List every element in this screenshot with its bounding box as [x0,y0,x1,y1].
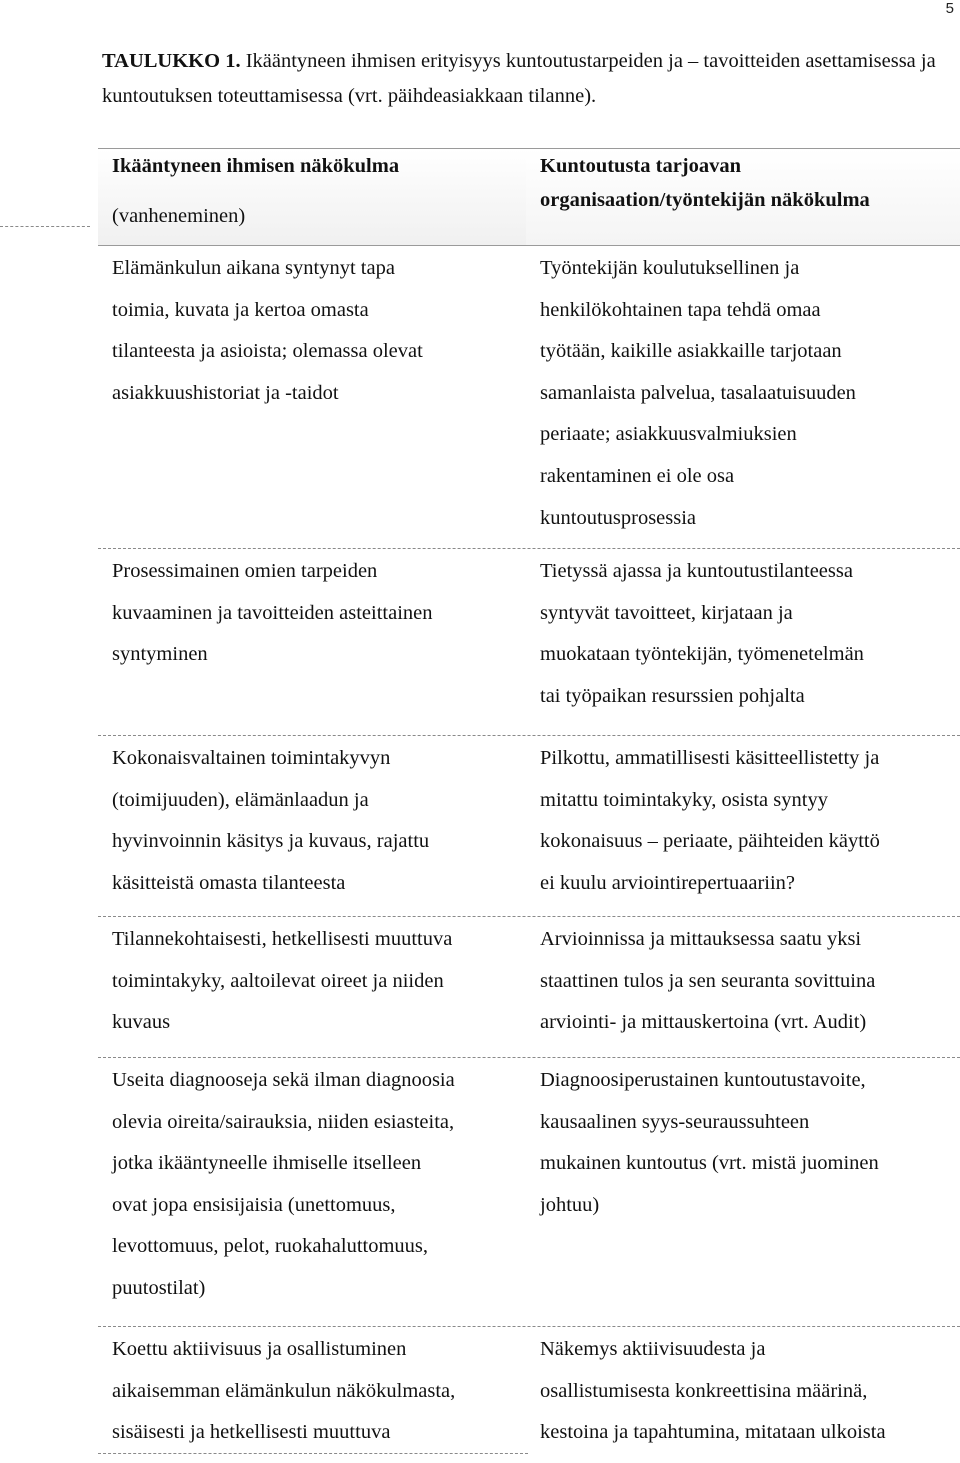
table-row [98,916,960,1057]
caption-text: Ikääntyneen ihmisen erityisyys kuntoutustarpeiden ja – tavoitteiden asettamisessa ja kuntoutuksen toteuttamisessa (vrt. päihdeasiakkaan tilanne). [102,50,936,107]
row-left-text: Tilannekohtaisesti, hetkellisesti muuttuva toimintakyky, aaltoilevat oireet ja niiden kuvaus [112,928,453,1034]
header-left-subtitle: (vanheneminen) [112,205,246,227]
row-right-cell [526,1329,960,1453]
header-left-title: Ikääntyneen ihmisen näkökulma [112,155,400,177]
header-right-title: Kuntoutusta tarjoavan organisaation/työntekijän näkökulma [540,155,870,211]
page-number: 5 [945,0,954,17]
row-left-cell [98,248,526,548]
row-left-text: Elämänkulun aikana syntynyt tapa toimia, kuvata ja kertoa omasta tilanteesta ja asioista; olemassa olevat asiakkuushistoriat ja -taidot [112,257,423,404]
row-left-text: Prosessimainen omien tarpeiden kuvaaminen ja tavoitteiden asteittainen syntyminen [112,560,433,666]
row-left-text: Koettu aktiivisuus ja osallistuminen aikaisemman elämänkulun näkökulmasta, sisäisesti ja hetkellisesti muuttuva [112,1338,456,1444]
row-right-text: Arvioinnissa ja mittauksessa saatu yksi staattinen tulos ja sen seuranta sovittuina arviointi- ja mittauskertoina (vrt. Audit) [540,928,876,1034]
row-right-text: Tietyssä ajassa ja kuntoutustilanteessa syntyvät tavoitteet, kirjataan ja muokataan työntekijän, työmenetelmän tai työpaikan resurssien pohjalta [540,560,864,707]
margin-divider [0,226,90,227]
caption-label: TAULUKKO 1. [102,50,241,72]
table-row [98,246,960,548]
table-row [98,548,960,735]
row-right-text: Diagnoosiperustainen kuntoutustavoite, kausaalinen syys-seuraussuhteen mukainen kuntoutus (vrt. mistä juominen johtuu) [540,1069,879,1216]
row-right-cell [526,919,960,1057]
row-right-text: Työntekijän koulutuksellinen ja henkilökohtainen tapa tehdä omaa työtään, kaikille asiakkaille tarjotaan samanlaista palvelua, tasalaatuisuuden periaate; asiakkuusvalmiuksien rakentaminen ei ole osa kuntoutusprosessia [540,257,856,529]
row-left-cell [98,551,526,735]
table-row [98,1326,960,1453]
table-row [98,1057,960,1326]
table-header-row [98,148,960,246]
row-left-text: Kokonaisvaltainen toimintakyvyn (toimijuuden), elämänlaadun ja hyvinvoinnin käsitys ja kuvaus, rajattu käsitteistä omasta tilanteesta [112,747,430,894]
row-left-cell [98,1329,526,1453]
header-left-cell [98,149,526,245]
row-right-text: Pilkottu, ammatillisesti käsitteellistetty ja mitattu toimintakyky, osista syntyy kokonaisuus – periaate, päihteiden käyttö ei kuulu arviointirepertuaariin? [540,747,880,894]
row-right-cell [526,738,960,916]
row-right-cell [526,248,960,548]
row-left-cell [98,738,526,916]
row-left-text: Useita diagnooseja sekä ilman diagnoosia olevia oireita/sairauksia, niiden esiasteita, jotka ikääntyneelle ihmiselle itselleen ovat jopa ensisijaisia (unettomuus, levottomuus, pelot, ruokahaluttomuus, puutostilat) [112,1069,455,1299]
row-right-text: Näkemys aktiivisuudesta ja osallistumisesta konkreettisina määrinä, kestoina ja tapahtumina, mitataan ulkoista [540,1338,886,1444]
header-left-text [112,141,526,241]
table-row [98,735,960,916]
row-left-cell [98,1060,526,1326]
table-caption [102,44,942,114]
row-right-cell [526,551,960,735]
row-right-cell [526,1060,960,1326]
comparison-table [98,148,960,1454]
header-right-cell [526,149,960,245]
row-left-cell [98,919,526,1057]
